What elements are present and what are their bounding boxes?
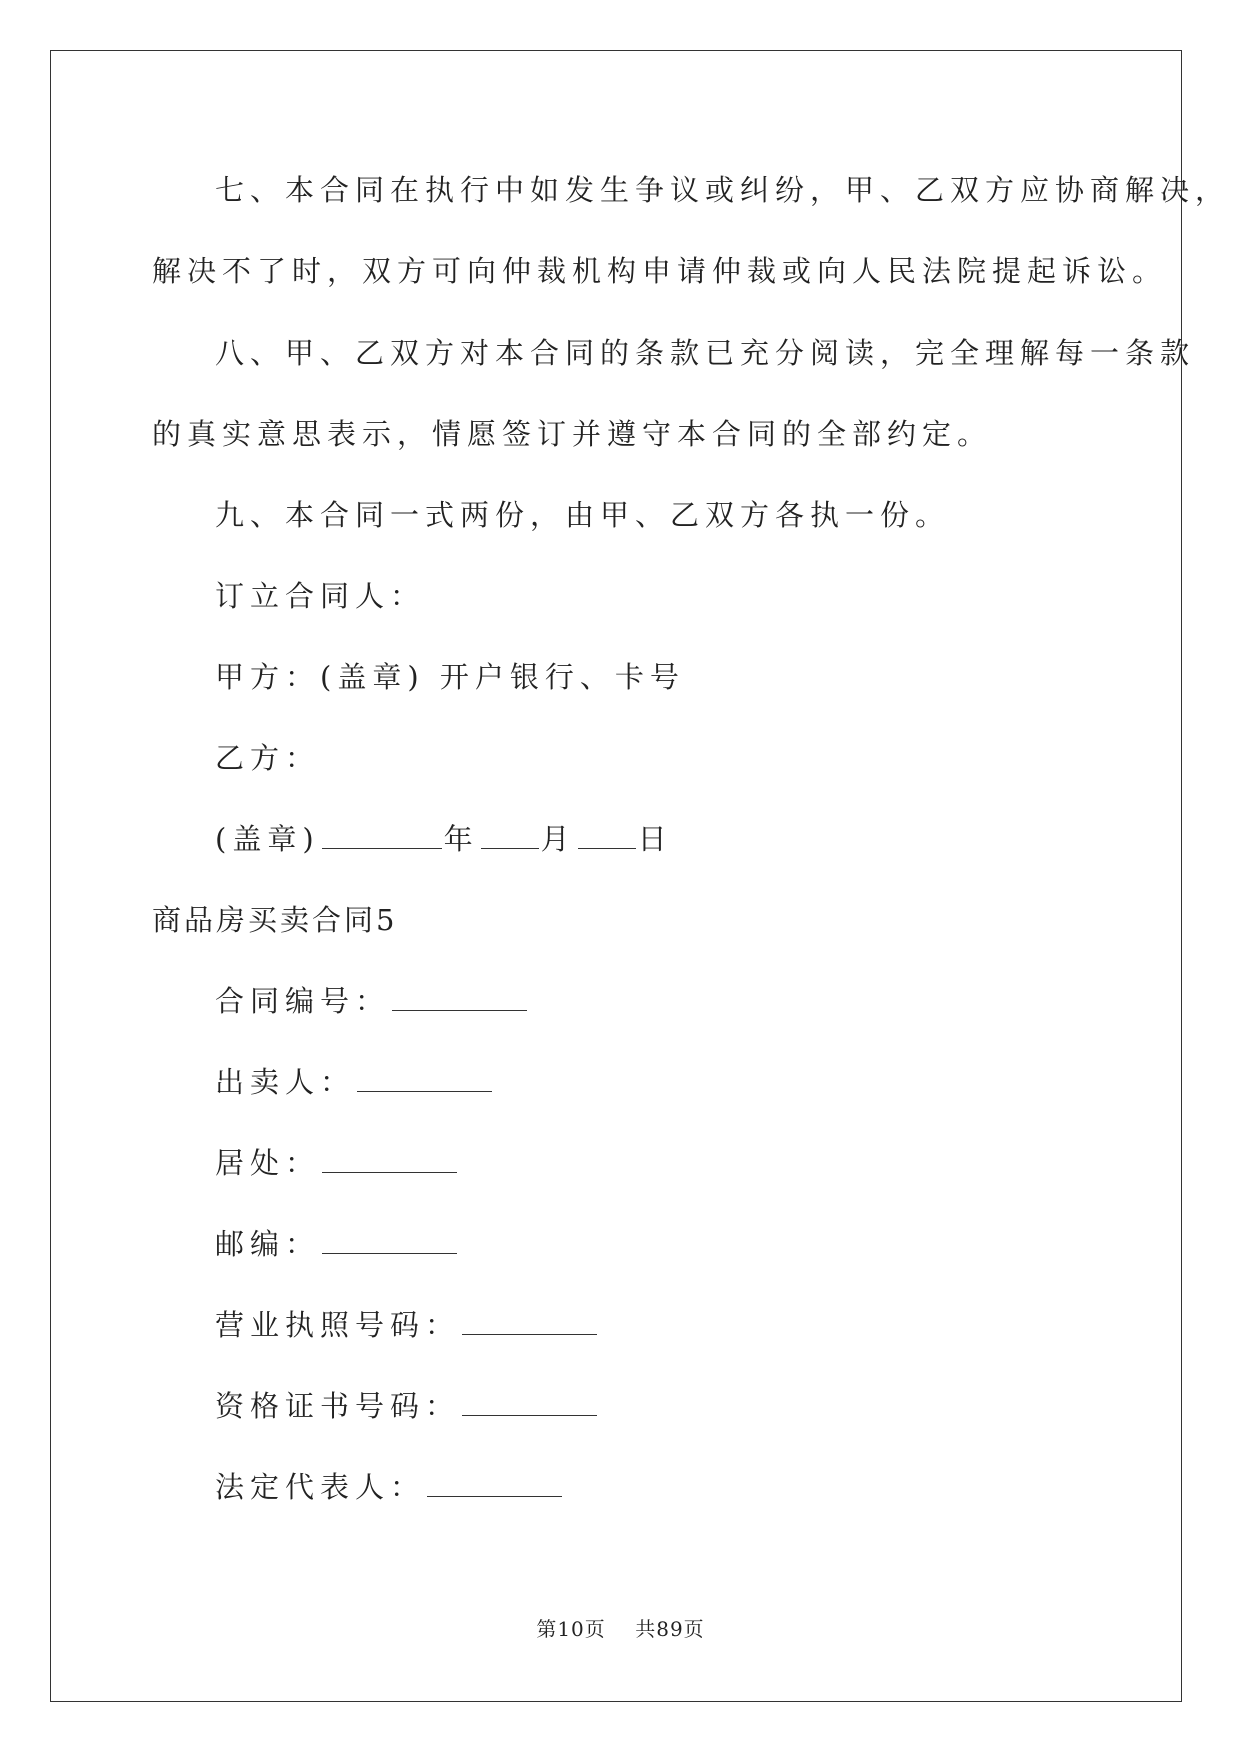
contract-number-blank xyxy=(392,984,527,1011)
clause-7-line-2: 解决不了时，双方可向仲裁机构申请仲裁或向人民法院提起诉讼。 xyxy=(152,254,1168,288)
page-border xyxy=(50,50,1182,1702)
seller-blank xyxy=(357,1065,492,1092)
postcode-label: 邮编： xyxy=(215,1227,321,1261)
contract-number-field xyxy=(215,983,529,1019)
seller-label: 出卖人： xyxy=(215,1065,356,1099)
contracting-parties-label: 订立合同人： xyxy=(215,579,426,613)
legal-rep-label: 法定代表人： xyxy=(215,1470,426,1504)
qualification-cert-blank xyxy=(462,1389,597,1416)
clause-9: 九、本合同一式两份，由甲、乙双方各执一份。 xyxy=(215,498,951,532)
legal-rep-blank xyxy=(427,1470,562,1497)
clause-7-line-1: 七、本合同在执行中如发生争议或纠纷，甲、乙双方应协商解决， xyxy=(215,173,1231,207)
page-prefix: 第 xyxy=(536,1617,558,1641)
qualification-cert-label: 资格证书号码： xyxy=(215,1389,461,1423)
business-license-field xyxy=(215,1307,599,1343)
year-blank xyxy=(322,822,442,849)
contract-number-label: 合同编号： xyxy=(215,984,391,1018)
total-pages: 89 xyxy=(656,1617,684,1641)
seal-label: (盖章) xyxy=(215,822,320,856)
residence-label: 居处： xyxy=(215,1146,321,1180)
month-blank xyxy=(481,822,539,849)
residence-field xyxy=(215,1145,459,1181)
section-title: 商品房买卖合同5 xyxy=(152,903,398,937)
postcode-field xyxy=(215,1226,459,1262)
month-label: 月 xyxy=(540,822,576,856)
clause-8-line-2: 的真实意思表示，情愿签订并遵守本合同的全部约定。 xyxy=(152,417,993,451)
day-label: 日 xyxy=(637,822,673,856)
qualification-cert-field xyxy=(215,1388,599,1424)
party-a-line: 甲方：(盖章) 开户银行、卡号 xyxy=(215,660,685,694)
postcode-blank xyxy=(322,1227,457,1254)
total-prefix: 共 xyxy=(635,1617,657,1641)
total-suffix: 页 xyxy=(683,1617,705,1641)
page-suffix: 页 xyxy=(584,1617,606,1641)
page-footer xyxy=(0,1613,1241,1642)
business-license-label: 营业执照号码： xyxy=(215,1308,461,1342)
day-blank xyxy=(578,822,636,849)
seller-field xyxy=(215,1064,494,1100)
residence-blank xyxy=(322,1146,457,1173)
legal-rep-field xyxy=(215,1469,564,1505)
clause-8-line-1: 八、甲、乙双方对本合同的条款已充分阅读，完全理解每一条款 xyxy=(215,336,1196,370)
business-license-blank xyxy=(462,1308,597,1335)
party-b-line: 乙方： xyxy=(215,741,321,775)
year-label: 年 xyxy=(443,822,479,856)
seal-date-line xyxy=(215,821,673,857)
page-number: 10 xyxy=(557,1617,585,1641)
